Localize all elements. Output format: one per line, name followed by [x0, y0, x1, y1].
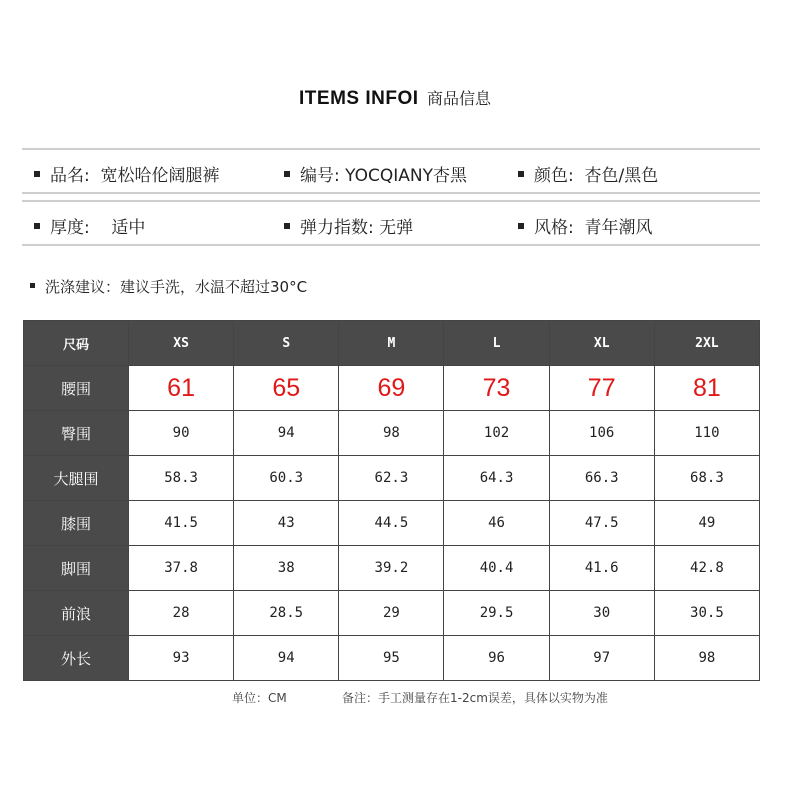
- table-cell: 61: [129, 366, 234, 411]
- table-cell: 106: [549, 411, 654, 456]
- info-thickness: 厚度: 适中: [34, 213, 145, 238]
- bullet-icon: [34, 223, 40, 229]
- table-row-leg-opening: [24, 546, 760, 591]
- wash-advice: 洗涤建议：建议手洗，水温不超过30°C: [30, 276, 307, 297]
- table-cell: 42.8: [654, 546, 759, 591]
- table-cell: 28.5: [234, 591, 339, 636]
- info-elasticity: 弹力指数: 无弹: [284, 213, 413, 238]
- row-label: 脚围: [24, 546, 129, 591]
- table-cell: 44.5: [339, 501, 444, 546]
- table-cell: 60.3: [234, 456, 339, 501]
- table-cell: 98: [654, 636, 759, 681]
- title-cn: 商品信息: [426, 91, 491, 108]
- row-label: 膝围: [24, 501, 129, 546]
- table-cell: 96: [444, 636, 549, 681]
- table-cell: 38: [234, 546, 339, 591]
- table-cell: 94: [234, 411, 339, 456]
- size-header-cell: XL: [549, 321, 654, 366]
- row-label: 外长: [24, 636, 129, 681]
- row-label: 臀围: [24, 411, 129, 456]
- info-row-2: [22, 200, 760, 246]
- table-cell: 30.5: [654, 591, 759, 636]
- table-cell: 81: [654, 366, 759, 411]
- bullet-icon: [34, 171, 40, 177]
- size-header-cell: XS: [129, 321, 234, 366]
- bullet-icon: [284, 171, 290, 177]
- table-row-knee: [24, 501, 760, 546]
- size-header-cell: M: [339, 321, 444, 366]
- table-cell: 65: [234, 366, 339, 411]
- table-cell: 68.3: [654, 456, 759, 501]
- table-cell: 28: [129, 591, 234, 636]
- table-cell: 49: [654, 501, 759, 546]
- bullet-icon: [518, 223, 524, 229]
- table-cell: 43: [234, 501, 339, 546]
- bullet-icon: [30, 283, 35, 288]
- unit-note: 单位：CM: [232, 691, 287, 705]
- table-cell: 64.3: [444, 456, 549, 501]
- page-title: [0, 86, 790, 110]
- table-cell: 95: [339, 636, 444, 681]
- table-cell: 90: [129, 411, 234, 456]
- measurement-note: 备注：手工测量存在1-2cm误差，具体以实物为准: [342, 691, 608, 705]
- info-item-code: 编号: YOCQIANY杏黑: [284, 161, 467, 186]
- info-row-1: [22, 148, 760, 194]
- table-cell: 69: [339, 366, 444, 411]
- row-label: 腰围: [24, 366, 129, 411]
- row-label: 前浪: [24, 591, 129, 636]
- table-cell: 30: [549, 591, 654, 636]
- info-color: 颜色: 杏色/黑色: [518, 161, 658, 186]
- table-cell: 58.3: [129, 456, 234, 501]
- table-cell: 73: [444, 366, 549, 411]
- info-style: 风格: 青年潮风: [518, 213, 653, 238]
- table-cell: 110: [654, 411, 759, 456]
- table-cell: 102: [444, 411, 549, 456]
- size-header-cell: S: [234, 321, 339, 366]
- bullet-icon: [284, 223, 290, 229]
- size-table: [23, 320, 760, 681]
- info-product-name: 品名: 宽松哈伦阔腿裤: [34, 161, 220, 186]
- size-header-cell: L: [444, 321, 549, 366]
- table-cell: 62.3: [339, 456, 444, 501]
- bullet-icon: [518, 171, 524, 177]
- size-header-cell: 尺码: [24, 321, 129, 366]
- size-header-row: [24, 321, 760, 366]
- table-cell: 94: [234, 636, 339, 681]
- table-cell: 47.5: [549, 501, 654, 546]
- table-cell: 46: [444, 501, 549, 546]
- title-en: ITEMS INFOI: [299, 88, 419, 109]
- table-row-front-rise: [24, 591, 760, 636]
- table-row-length: [24, 636, 760, 681]
- table-cell: 29.5: [444, 591, 549, 636]
- table-cell: 98: [339, 411, 444, 456]
- table-cell: 41.6: [549, 546, 654, 591]
- table-cell: 40.4: [444, 546, 549, 591]
- size-header-cell: 2XL: [654, 321, 759, 366]
- table-cell: 39.2: [339, 546, 444, 591]
- table-row-thigh: [24, 456, 760, 501]
- table-row-hip: [24, 411, 760, 456]
- table-cell: 37.8: [129, 546, 234, 591]
- table-cell: 66.3: [549, 456, 654, 501]
- table-cell: 93: [129, 636, 234, 681]
- table-cell: 77: [549, 366, 654, 411]
- row-label: 大腿围: [24, 456, 129, 501]
- table-cell: 29: [339, 591, 444, 636]
- table-cell: 41.5: [129, 501, 234, 546]
- table-cell: 97: [549, 636, 654, 681]
- table-row-waist: [24, 366, 760, 411]
